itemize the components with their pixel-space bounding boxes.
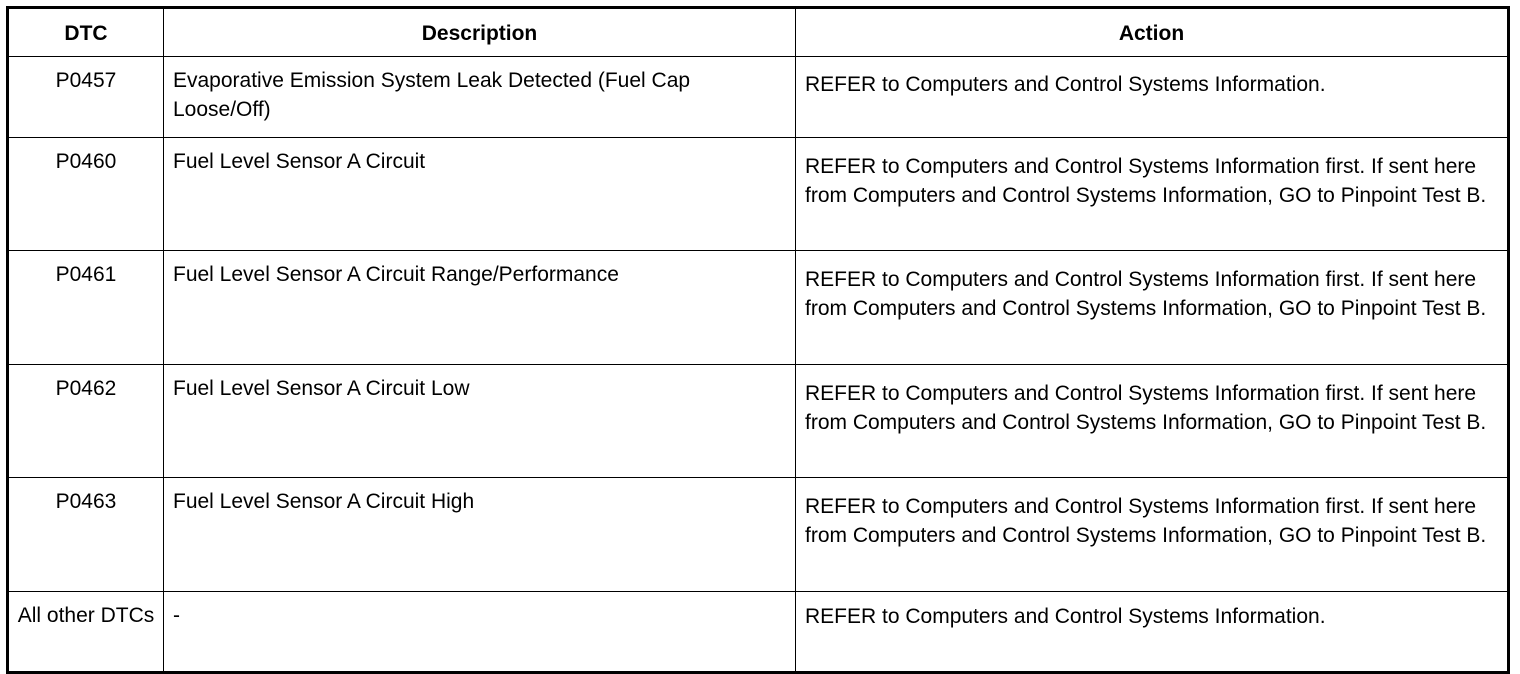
dtc-code: P0461 bbox=[8, 251, 164, 365]
dtc-code: P0463 bbox=[8, 478, 164, 592]
dtc-action: REFER to Computers and Control Systems Information first. If sent here from Computers and Control Systems Information, GO to Pinpoint Test B. bbox=[796, 365, 1509, 478]
dtc-description: Fuel Level Sensor A Circuit Range/Performance bbox=[164, 251, 796, 365]
dtc-code: All other DTCs bbox=[8, 592, 164, 673]
dtc-description: Fuel Level Sensor A Circuit High bbox=[164, 478, 796, 592]
dtc-action: REFER to Computers and Control Systems Information first. If sent here from Computers and Control Systems Information, GO to Pinpoint Test B. bbox=[796, 478, 1509, 592]
dtc-action: REFER to Computers and Control Systems Information first. If sent here from Computers and Control Systems Information, GO to Pinpoint Test B. bbox=[796, 251, 1509, 365]
dtc-code: P0460 bbox=[8, 138, 164, 251]
dtc-description: - bbox=[164, 592, 796, 673]
header-row bbox=[8, 8, 1509, 57]
dtc-code: P0457 bbox=[8, 57, 164, 138]
dtc-table bbox=[6, 6, 1510, 674]
table-body bbox=[8, 57, 1509, 673]
dtc-action: REFER to Computers and Control Systems Information. bbox=[796, 57, 1509, 138]
header-dtc: DTC bbox=[8, 8, 164, 57]
table-header bbox=[8, 8, 1509, 57]
dtc-action: REFER to Computers and Control Systems Information first. If sent here from Computers and Control Systems Information, GO to Pinpoint Test B. bbox=[796, 138, 1509, 251]
table-row bbox=[8, 57, 1509, 138]
dtc-action: REFER to Computers and Control Systems Information. bbox=[796, 592, 1509, 673]
table-row bbox=[8, 138, 1509, 251]
header-action: Action bbox=[796, 8, 1509, 57]
table-row bbox=[8, 251, 1509, 365]
table-row bbox=[8, 592, 1509, 673]
table-row bbox=[8, 478, 1509, 592]
dtc-description: Fuel Level Sensor A Circuit Low bbox=[164, 365, 796, 478]
dtc-description: Fuel Level Sensor A Circuit bbox=[164, 138, 796, 251]
table-row bbox=[8, 365, 1509, 478]
dtc-code: P0462 bbox=[8, 365, 164, 478]
header-description: Description bbox=[164, 8, 796, 57]
dtc-description: Evaporative Emission System Leak Detected (Fuel Cap Loose/Off) bbox=[164, 57, 796, 138]
